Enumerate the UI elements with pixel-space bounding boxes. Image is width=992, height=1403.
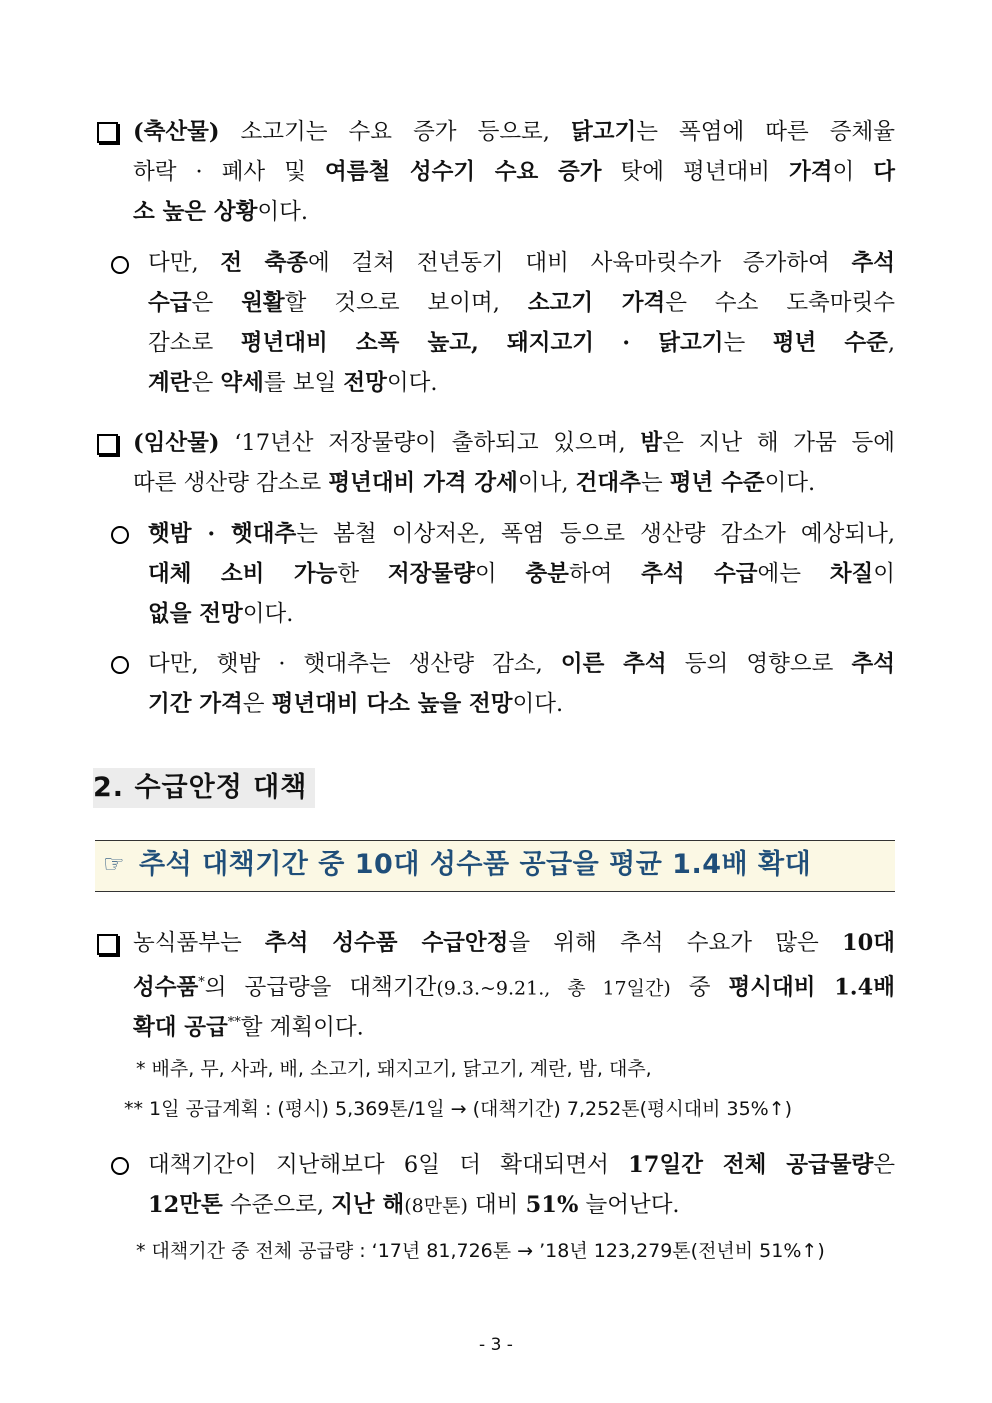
page-number: - 3 - (479, 1335, 513, 1355)
footnote-daily-plan: ** 1일 공급계획 : (평시) 5,369톤/1일 → (대책기간) 7,252톤(평시대비 35%↑) (124, 1098, 793, 1120)
paragraph-supply-line2: 성수품*의 공급량을 대책기간(9.3.~9.21., 총 17일간) 중 평시대비 1.4배 (133, 974, 896, 1001)
paragraph-livestock-sub-line4: 계란은 약세를 보일 전망이다. (148, 370, 438, 396)
circle-bullet-icon (111, 526, 129, 544)
square-bullet-icon (97, 122, 118, 143)
paragraph-supply-line1: 농식품부는 추석 성수품 수급안정을 위해 추석 수요가 많은 10대 (133, 930, 895, 956)
paragraph-forest-line1: (임산물) ‘17년산 저장물량이 출하되고 있으며, 밤은 지난 해 가뭄 등에 (133, 430, 895, 456)
pointing-hand-icon: ☞ (103, 850, 125, 878)
footnote-total-supply: * 대책기간 중 전체 공급량 : ‘17년 81,726톤 → ’18년 123,279톤(전년비 51%↑) (136, 1240, 825, 1262)
footnote-items: * 배추, 무, 사과, 배, 소고기, 돼지고기, 닭고기, 계란, 밤, 대추, (136, 1058, 652, 1080)
paragraph-livestock-line3: 소 높은 상황이다. (133, 199, 308, 225)
paragraph-forest-sub-line1: 햇밤 · 햇대추는 봄철 이상저온, 폭염 등으로 생산량 감소가 예상되나, (148, 521, 895, 547)
paragraph-livestock-sub-line1: 다만, 전 축종에 걸쳐 전년동기 대비 사육마릿수가 증가하여 추석 (148, 250, 895, 276)
paragraph-forest-sub-line3: 없을 전망이다. (148, 601, 294, 627)
circle-bullet-icon (111, 656, 129, 674)
paragraph-livestock-sub-line2: 수급은 원활할 것으로 보이며, 소고기 가격은 수소 도축마릿수 (148, 290, 895, 316)
square-bullet-icon (97, 434, 118, 455)
paragraph-forest-line2: 따른 생산량 감소로 평년대비 가격 강세이나, 건대추는 평년 수준이다. (133, 470, 816, 496)
paragraph-forest-sub-line2: 대체 소비 가능한 저장물량이 충분하여 추석 수급에는 차질이 (148, 561, 896, 587)
paragraph-forest-sub2-line2: 기간 가격은 평년대비 다소 높을 전망이다. (148, 691, 564, 717)
circle-bullet-icon (111, 1157, 129, 1175)
banner-text: 추석 대책기간 중 10대 성수품 공급을 평균 1.4배 확대 (139, 849, 812, 880)
paragraph-livestock-sub-line3: 감소로 평년대비 소폭 높고, 돼지고기 · 닭고기는 평년 수준, (148, 330, 896, 356)
paragraph-total-line1: 대책기간이 지난해보다 6일 더 확대되면서 17일간 전체 공급물량은 (148, 1152, 895, 1178)
highlight-banner (95, 840, 895, 892)
section-title: 2. 수급안정 대책 (93, 768, 315, 808)
circle-bullet-icon (111, 256, 129, 274)
paragraph-livestock-line1: (축산물) 소고기는 수요 증가 등으로, 닭고기는 폭염에 따른 증체율 (133, 119, 895, 145)
paragraph-forest-sub2-line1: 다만, 햇밤 · 햇대추는 생산량 감소, 이른 추석 등의 영향으로 추석 (148, 651, 895, 677)
square-bullet-icon (97, 934, 118, 955)
paragraph-supply-line3: 확대 공급**할 계획이다. (133, 1014, 364, 1041)
paragraph-total-line2: 12만톤 수준으로, 지난 해(8만톤) 대비 51% 늘어난다. (148, 1192, 680, 1218)
paragraph-livestock-line2: 하락 · 폐사 및 여름철 성수기 수요 증가 탓에 평년대비 가격이 다 (133, 159, 895, 185)
